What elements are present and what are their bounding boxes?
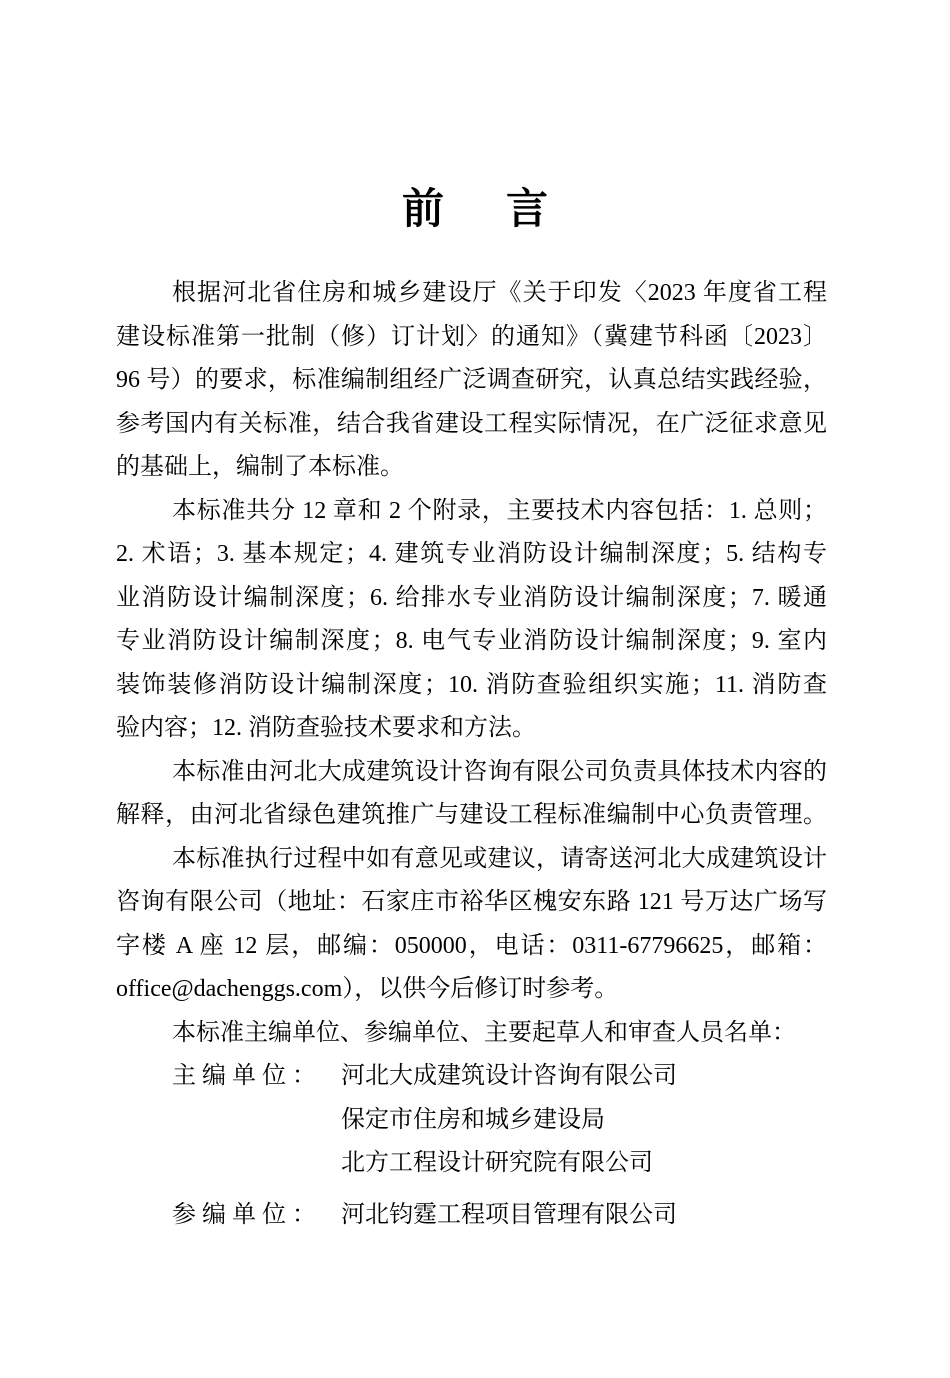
chief-editor-label: 主编单位： <box>172 1063 322 1089</box>
text-line: 本标准执行过程中如有意见或建议，请寄送河北大成建筑设计 <box>172 845 827 872</box>
text-line: 参考国内有关标准，结合我省建设工程实际情况，在广泛征求意见 <box>116 410 827 437</box>
title-char-left: 前 <box>401 187 444 233</box>
text-line: 根据河北省住房和城乡建设厅《关于印发〈2023 年度省工程 <box>172 280 827 306</box>
unit-name: 北方工程设计研究院有限公司 <box>341 1150 653 1176</box>
text-line: 验内容；12. 消防查验技术要求和方法。 <box>116 715 536 741</box>
page-title <box>0 184 950 236</box>
text-line: 专业消防设计编制深度；8. 电气专业消防设计编制深度；9. 室内 <box>116 628 827 654</box>
text-line: 本标准共分 12 章和 2 个附录，主要技术内容包括：1. 总则； <box>172 497 827 524</box>
unit-name-row <box>116 1142 827 1186</box>
unit-name: 河北大成建筑设计咨询有限公司 <box>341 1063 677 1089</box>
participant-label: 参编单位： <box>172 1201 322 1228</box>
text-line: 建设标准第一批制（修）订计划〉的通知》（冀建节科函〔2023〕 <box>116 323 827 350</box>
unit-name: 保定市住房和城乡建设局 <box>341 1106 605 1133</box>
text-line: 字楼 A 座 12 层，邮编：050000，电话：0311-67796625，邮箱： <box>116 932 827 959</box>
text-line: 本标准主编单位、参编单位、主要起草人和审查人员名单： <box>172 1019 796 1046</box>
text-line: 的基础上，编制了本标准。 <box>116 454 404 480</box>
title-char-right: 言 <box>506 187 549 233</box>
unit-name-row <box>116 1099 827 1143</box>
chief-editor-row <box>116 1055 827 1099</box>
text-line: 2. 术语；3. 基本规定；4. 建筑专业消防设计编制深度；5. 结构专 <box>116 541 827 567</box>
text-line: 业消防设计编制深度；6. 给排水专业消防设计编制深度；7. 暖通 <box>116 584 827 611</box>
unit-name: 河北钧霆工程项目管理有限公司 <box>341 1201 677 1228</box>
text-line: 装饰装修消防设计编制深度；10. 消防查验组织实施；11. 消防查 <box>116 671 827 698</box>
participant-row <box>116 1194 827 1238</box>
text-line: 本标准由河北大成建筑设计咨询有限公司负责具体技术内容的 <box>172 758 827 785</box>
text-line: 解释，由河北省绿色建筑推广与建设工程标准编制中心负责管理。 <box>116 802 827 828</box>
text-line: 96 号）的要求，标准编制组经广泛调查研究，认真总结实践经验， <box>116 367 827 393</box>
preface-body <box>116 272 827 1237</box>
text-line: 咨询有限公司（地址：石家庄市裕华区槐安东路 121 号万达广场写 <box>116 889 827 915</box>
text-line: office@dachenggs.com），以供今后修订时参考。 <box>116 976 619 1002</box>
